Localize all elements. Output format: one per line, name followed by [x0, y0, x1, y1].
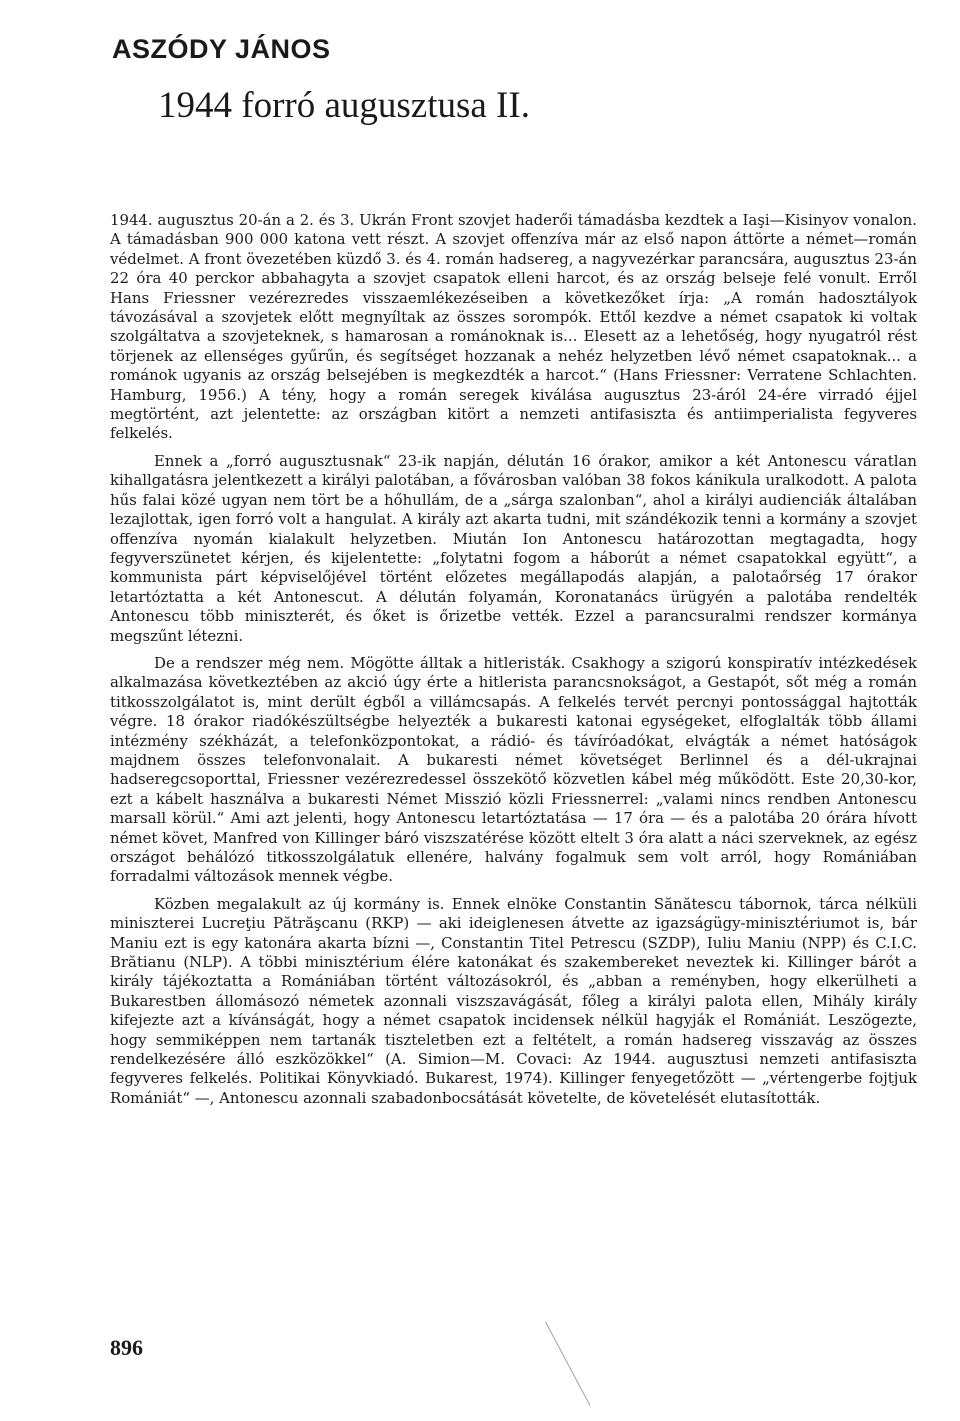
article-body: [110, 211, 917, 1108]
scan-artifact-line: [545, 1322, 590, 1406]
paragraph-3: De a rendszer még nem. Mögötte álltak a hitleristák. Csakhogy a szigorú konspiratív intézkedések alkalmazása következtében az akció úgy érte a hitlerista parancsnokságot, a Gestapót, sőt még a román titkosszolgálatot is, mint derült égből a villámcsapás. A felkelés tervét percnyi pontossággal hajtották végre. 18 órakor riadókészültségbe helyezték a bukaresti katonai egységeket, elfoglalták több állami intézmény székházát, a telefonközpontokat, a rádió- és távíróadókat, elvágták a német hatóságok majdnem összes telefonvonalait. A bukaresti német követséget Berlinnel és a dél-ukrajnai hadseregcsoporttal, Friessner vezérezredessel összekötő közvetlen kábel még működött. Este 20,30-kor, ezt a kábelt használva a bukaresti Német Misszió közli Friessnerrel: „valami nincs rendben Antonescu marsall körül.“ Ami azt jelenti, hogy Antonescu letartóztatása — 17 óra — és a palotába 20 órára hívott német követ, Manfred von Killinger báró viszszatérése között eltelt 3 óra alatt a náci szerveknek, az egész országot behálózó titkosszolgálatuk ellenére, halvány fogalmuk sem volt arról, hogy Romániában forradalmi változások mennek végbe.: [110, 653, 917, 886]
page-number: 896: [110, 1335, 143, 1360]
author-name: ASZÓDY JÁNOS: [112, 34, 331, 64]
paragraph-4: Közben megalakult az új kormány is. Ennek elnöke Constantin Sănătescu tábornok, tárca nélküli miniszterei Lucreţiu Pătrăşcanu (RKP) — aki ideiglenesen átvette az igazságügy-minisztériumot is, bár Maniu ezt is egy katonára akarta bízni —, Constantin Titel Petrescu (SZDP), Iuliu Maniu (NPP) és C.I.C. Brătianu (NLP). A többi minisztérium élére katonákat és szakembereket neveztek ki. Killinger bárót a király tájékoztatta a Romániában történt változásokról, és „abban a reményben, hogy elkerülheti a Bukarestben állomásozó németek azonnali viszszavágását, főleg a királyi palota ellen, Mihály király kifejezte azt a kívánságát, hogy a német csapatok incidensek nélkül hagyják el Romániát. Leszögezte, hogy semmiképpen nem tartanák tiszteletben ezt a feltételt, a román hadsereg visszavág az összes rendelkezésére álló eszközökkel“ (A. Simion—M. Covaci: Az 1944. augusztusi nemzeti antifasiszta fegyveres felkelés. Politikai Könyvkiadó. Bukarest, 1974). Killinger fenyegetőzött — „vértengerbe fojtjuk Romániát“ —, Antonescu azonnali szabadonbocsátását követelte, de követelését elutasították.: [110, 894, 917, 1107]
article-title: 1944 forró augusztusa II.: [158, 85, 530, 126]
paragraph-1: 1944. augusztus 20-án a 2. és 3. Ukrán Front szovjet haderői támadásba kezdtek a Iaşi—Kisinyov vonalon. A támadásban 900 000 katona vett részt. A szovjet offenzíva már az első napon áttörte a német—román védelmet. A front övezetében küzdő 3. és 4. román hadsereg, a nagyvezérkar parancsára, augusztus 23-án 22 óra 40 perckor abbahagyta a szovjet csapatok elleni harcot, és az ország belseje felé vonult. Erről Hans Friessner vezérezredes visszaemlékezéseiben a következőket írja: „A román hadosztályok távozásával a szovjetek előtt megnyíltak az összes sorompók. Ettől kezdve a német csapatok ki voltak szolgáltatva a szovjeteknek, s hamarosan a románoknak is... Elesett az a lehetőség, hogy nyugatról rést törjenek az ellenséges gyűrűn, és segítséget hozzanak a nehéz helyzetben lévő német csapatoknak... a románok ugyanis az ország belsejében is megkezdték a harcot.“ (Hans Friessner: Verratene Schlachten. Hamburg, 1956.) A tény, hogy a román seregek kiválása augusztus 23-áról 24-ére virradó éjjel megtörtént, azt jelentette: az országban kitört a nemzeti antifasiszta és antiimperialista fegyveres felkelés.: [110, 211, 917, 443]
paragraph-2: Ennek a „forró augusztusnak“ 23-ik napján, délután 16 órakor, amikor a két Antonescu váratlan kihallgatásra jelentkezett a királyi palotában, a fővárosban valóban 38 fokos kánikula uralkodott. A palota hűs falai közé ugyan nem tört be a hőhullám, de a „sárga szalonban“, ahol a királyi audienciák általában lezajlottak, igen forró volt a hangulat. A király azt akarta tudni, mit szándékozik tenni a kormány a szovjet offenzíva nyomán kialakult helyzetben. Miután Ion Antonescu határozottan megtagadta, hogy fegyverszünetet kérjen, és kijelentette: „folytatni fogom a háborút a német csapatokkal együtt“, a kommunista párt képviselőjével történt előzetes megállapodás alapján, a palotaőrség 17 órakor letartóztatta a két Antonescut. A délután folyamán, Koronatanács ürügyén a palotába rendelték Antonescu több miniszterét, és őket is őrizetbe vették. Ezzel a parancsuralmi rendszer kormánya megszűnt létezni.: [110, 451, 917, 645]
